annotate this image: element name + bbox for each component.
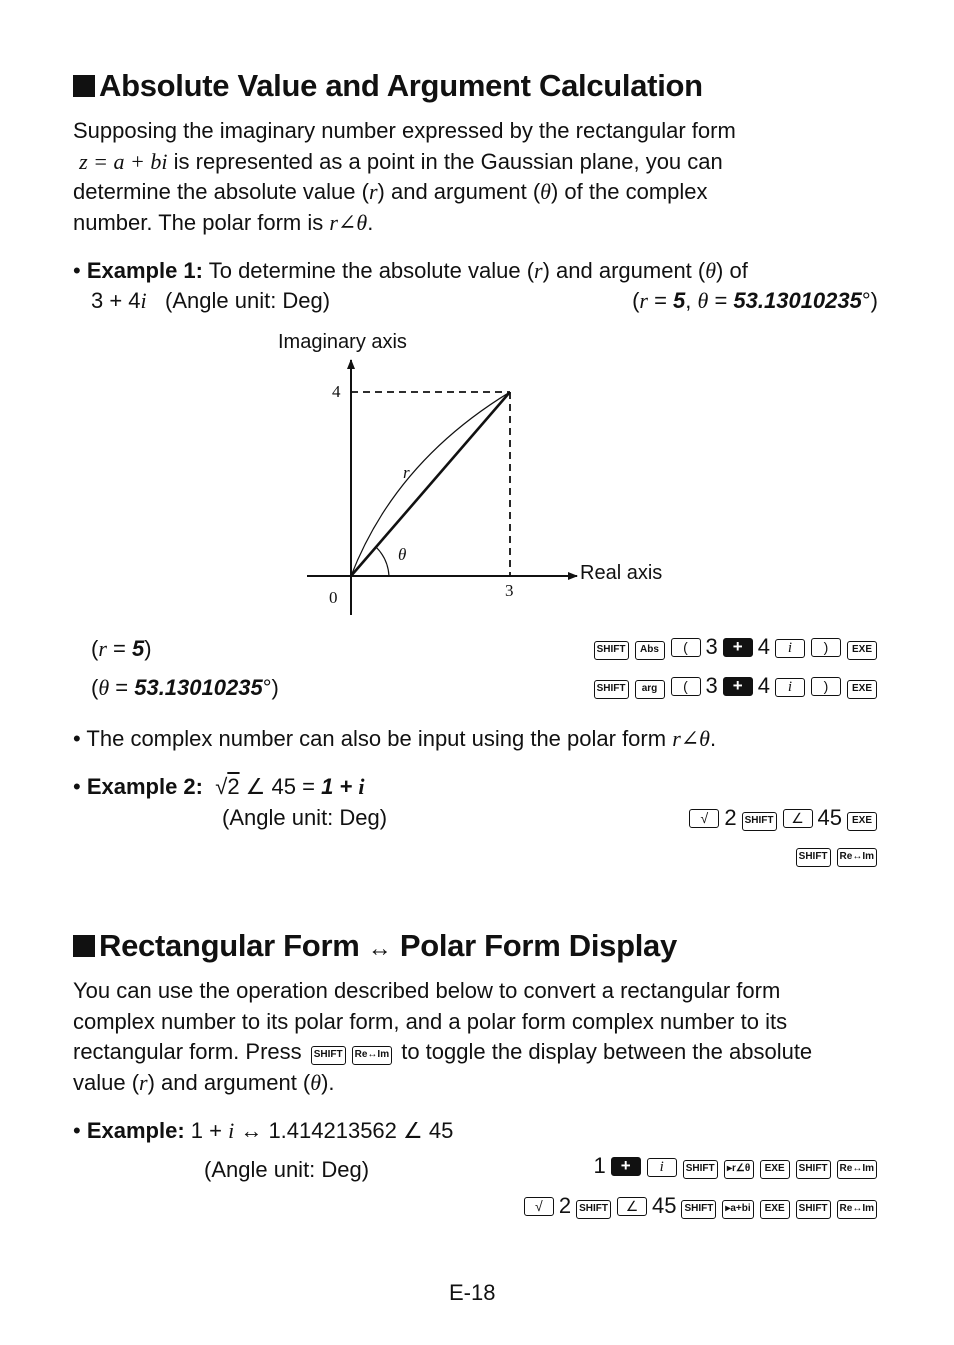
key-sequence-example-2-toggle [793,841,880,867]
key-sequence-example-2: √ 2 SHIFT ∠ 45 EXE [686,805,880,831]
key-close-paren[interactable]: ) [811,677,841,696]
key-shift[interactable]: SHIFT [594,680,629,699]
key-angle[interactable]: ∠ [617,1197,647,1216]
r-label: r [403,463,410,482]
key-sqrt[interactable]: √ [689,809,719,828]
key-shift[interactable]: SHIFT [796,1200,831,1219]
key-plus[interactable]: + [723,638,753,657]
key-i[interactable]: i [647,1158,677,1177]
key-shift[interactable]: SHIFT [683,1160,718,1179]
origin-label: 0 [329,588,338,607]
key-exe[interactable]: EXE [760,1160,790,1179]
example-1-expression: 3 + 4i (Angle unit: Deg) [91,288,331,313]
key-abs[interactable]: Abs [635,641,665,660]
key-shift[interactable]: SHIFT [796,848,831,867]
key-re-im[interactable]: Re↔Im [837,1200,877,1219]
key-plus[interactable]: + [611,1157,641,1176]
key-exe[interactable]: EXE [847,641,877,660]
tick-3-label: 3 [505,581,514,600]
key-exe[interactable]: EXE [760,1200,790,1219]
key-exe[interactable]: EXE [847,812,877,831]
page-number: E-18 [449,1280,496,1305]
example-1-line: • Example 1: To determine the absolute value (r) and argument (θ) of [73,258,748,283]
intro-paragraph: Supposing the imaginary number expressed by the rectangular form z = a + bi is represented as a point in the Gaussian plane, you can determine the absolute value (r) and argument (θ) of the complex number. The polar form is r∠θ. [73,118,736,235]
theta-arc [376,547,389,576]
result-theta: (θ = 53.13010235°) [91,675,279,700]
double-arrow-icon: ↔ [367,935,392,962]
key-sequence-to-rectangular: √ 2 SHIFT ∠ 45 SHIFT ▸a+bi EXE SHIFT Re↔Im [521,1193,880,1219]
section-2-paragraph: You can use the operation described below to convert a rectangular form complex number to its polar form, and a polar form complex number to its rectangular form. Press SHIFT Re↔Im to toggle the display between the absolute value (r) and argument (θ). [73,978,813,1095]
section-heading-absolute-value: Absolute Value and Argument Calculation [73,68,703,104]
key-i[interactable]: i [775,639,805,658]
key-angle[interactable]: ∠ [783,809,813,828]
key-re-im[interactable]: Re↔Im [352,1046,392,1065]
key-sequence-abs: SHIFT Abs ( 3 + 4 i ) EXE [591,634,880,660]
example-2-angle-unit: (Angle unit: Deg) [222,805,388,830]
real-axis-label: Real axis [580,562,663,584]
example-2-line: • Example 2: √2 ∠ 45 = 1 + i [73,774,365,799]
section-2-angle-unit: (Angle unit: Deg) [204,1157,370,1182]
section-2-example-line: • Example: 1 + i ↔ 1.414213562 ∠ 45 [73,1118,454,1143]
imaginary-axis-label: Imaginary axis [278,331,407,353]
key-to-rectangular[interactable]: ▸a+bi [722,1200,753,1219]
square-bullet-icon [73,935,95,957]
key-plus[interactable]: + [723,677,753,696]
example-1-result: (r = 5, θ = 53.13010235°) [632,288,878,313]
tick-4-label: 4 [332,382,341,401]
key-shift[interactable]: SHIFT [742,812,777,831]
key-shift[interactable]: SHIFT [576,1200,611,1219]
key-sequence-arg: SHIFT arg ( 3 + 4 i ) EXE [591,673,880,699]
key-re-im[interactable]: Re↔Im [837,1160,877,1179]
key-close-paren[interactable]: ) [811,638,841,657]
result-r: (r = 5) [91,636,152,661]
key-arg[interactable]: arg [635,680,665,699]
polar-form-note: • The complex number can also be input using the polar form r∠θ. [73,726,717,751]
key-open-paren[interactable]: ( [671,638,701,657]
key-sqrt[interactable]: √ [524,1197,554,1216]
key-re-im[interactable]: Re↔Im [837,848,877,867]
vector-line [351,392,510,576]
key-shift[interactable]: SHIFT [796,1160,831,1179]
key-to-polar[interactable]: ▸r∠θ [724,1160,754,1179]
gaussian-plane-diagram [0,0,954,640]
key-exe[interactable]: EXE [847,680,877,699]
theta-label: θ [398,545,407,564]
section-heading-rectangular-polar: Rectangular Form ↔ Polar Form Display [73,928,677,964]
key-shift[interactable]: SHIFT [681,1200,716,1219]
key-open-paren[interactable]: ( [671,677,701,696]
key-shift[interactable]: SHIFT [594,641,629,660]
key-shift[interactable]: SHIFT [311,1046,346,1065]
key-sequence-to-polar: 1 + i SHIFT ▸r∠θ EXE SHIFT Re↔Im [592,1153,880,1179]
key-i[interactable]: i [775,678,805,697]
